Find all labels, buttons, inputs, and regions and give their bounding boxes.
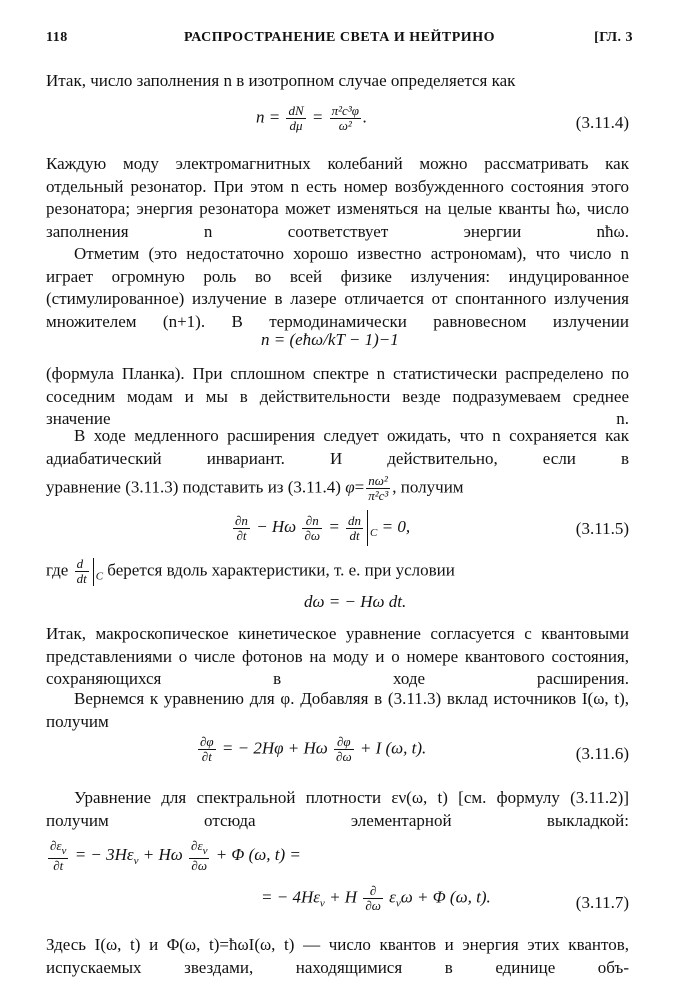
chapter-marker: [ГЛ. 3 <box>594 30 633 45</box>
paragraph-1: Итак, число заполнения n в изотропном случае определяется как <box>46 71 516 90</box>
text-segment: где <box>46 560 69 580</box>
page-number: 118 <box>46 30 68 45</box>
equation-body: $\frac{\partial\varepsilon_\nu}{\partial t}$ = − $3H\varepsilon_\nu + H\omega$ $\frac{\partial\varepsilon_\nu}{\partial\omega}$ + Φ (ω, t) = <box>50 838 301 873</box>
equation-label: (3.11.4) <box>575 113 629 132</box>
text-segment: уравнение (3.11.3) подставить из (3.11.4) <box>46 477 341 497</box>
text-segment: берется вдоль характеристики, т. е. при условии <box>107 560 455 580</box>
equation-body: $\frac{\partial n}{\partial t}$ − Hω $\frac{\partial n}{\partial\omega}$ = $\frac{dn}{dt}$ $_C$ = 0, <box>231 510 410 546</box>
paragraph-4: (формула Планка). При сплошном спектре n статистически распределено по соседним модам и мы в действительности везде подразумеваем среднее значение n. <box>46 364 629 428</box>
paragraph-7: Итак, макроскопическое кинетическое уравнение согласуется с квантовыми представлениями о числе фотонов на моду и о номере квантового состояния, сохраняющихся в ходе расширения. <box>46 624 629 688</box>
equation-body: n = $\frac{dN}{d\mu}$ = $\frac{\text{π²c³φ}}{\text{ω²}}$ . <box>256 103 368 133</box>
equation-body: n = (eħω/kT − 1)−1 <box>261 330 399 349</box>
equation-body: = − $4H\varepsilon_\nu + H$ $\frac{\partial}{\partial\omega}$ $\varepsilon_\nu\omega + \Phi$ (ω, t). <box>261 883 491 913</box>
equation-3-11-7-line-2 <box>46 884 629 924</box>
paragraph-2: Каждую моду электромагнитных колебаний можно рассматривать как отдельный резонатор. При этом n есть номер возбужденного состояния этого резонатора; энергия резонатора может изменяться на целые кванты ħω, число заполнения n соответствует энергии nħω. <box>46 154 629 241</box>
equation-3-11-6 <box>46 735 629 775</box>
paragraph-9: Уравнение для спектральной плотности εν(ω, t) [см. формулу (3.11.2)] получим отсюда элементарной выкладкой: <box>46 788 629 830</box>
equation-3-11-7-line-1 <box>46 839 629 879</box>
equation-dw <box>46 592 629 618</box>
paragraph-5: В ходе медленного расширения следует ожидать, что n сохраняется как адиабатический инвариант. И действительно, если в <box>46 426 629 468</box>
equation-label: (3.11.7) <box>575 893 629 912</box>
page-header <box>46 30 633 52</box>
equation-3-11-4 <box>46 104 629 144</box>
equation-body: dω = − Hω dt. <box>304 592 407 611</box>
paragraph-3: Отметим (это недостаточно хорошо известно астрономам), что число n играет огромную роль во всей физике излучения: индуцированное (стимулированное) излучение в лазере отличается от спонтанного излучения множителем (n+1). В термодинамически равновесном излучении <box>46 244 629 331</box>
paragraph-6: где $\frac{d}{dt}$ $_C$ берется вдоль характеристики, т. е. при условии <box>46 556 455 586</box>
equation-3-11-5 <box>46 510 629 550</box>
equation-body: $\frac{\partial\varphi}{\partial t}$ = − 2Hφ + Hω $\frac{\partial\varphi}{\partial\omega}$ + I (ω, t). <box>200 734 427 764</box>
equation-label: (3.11.5) <box>575 519 629 538</box>
paragraph-5-continued: уравнение (3.11.3) подставить из (3.11.4) φ= $\frac{\text{nω²}}{\text{π²c³}}$ , получим <box>46 473 464 503</box>
equation-label: (3.11.6) <box>575 744 629 763</box>
paragraph-10: Здесь I(ω, t) и Φ(ω, t)=ħωI(ω, t) — число квантов и энергия этих квантов, испускаемых звездами, находящимися в единице объ- <box>46 935 629 977</box>
paragraph-8: Вернемся к уравнению для φ. Добавляя в (3.11.3) вклад источников I(ω, t), получим <box>46 689 629 731</box>
text-segment: , получим <box>392 477 464 497</box>
running-title: РАСПРОСТРАНЕНИЕ СВЕТА И НЕЙТРИНО <box>184 30 495 45</box>
equation-planck <box>46 330 629 356</box>
